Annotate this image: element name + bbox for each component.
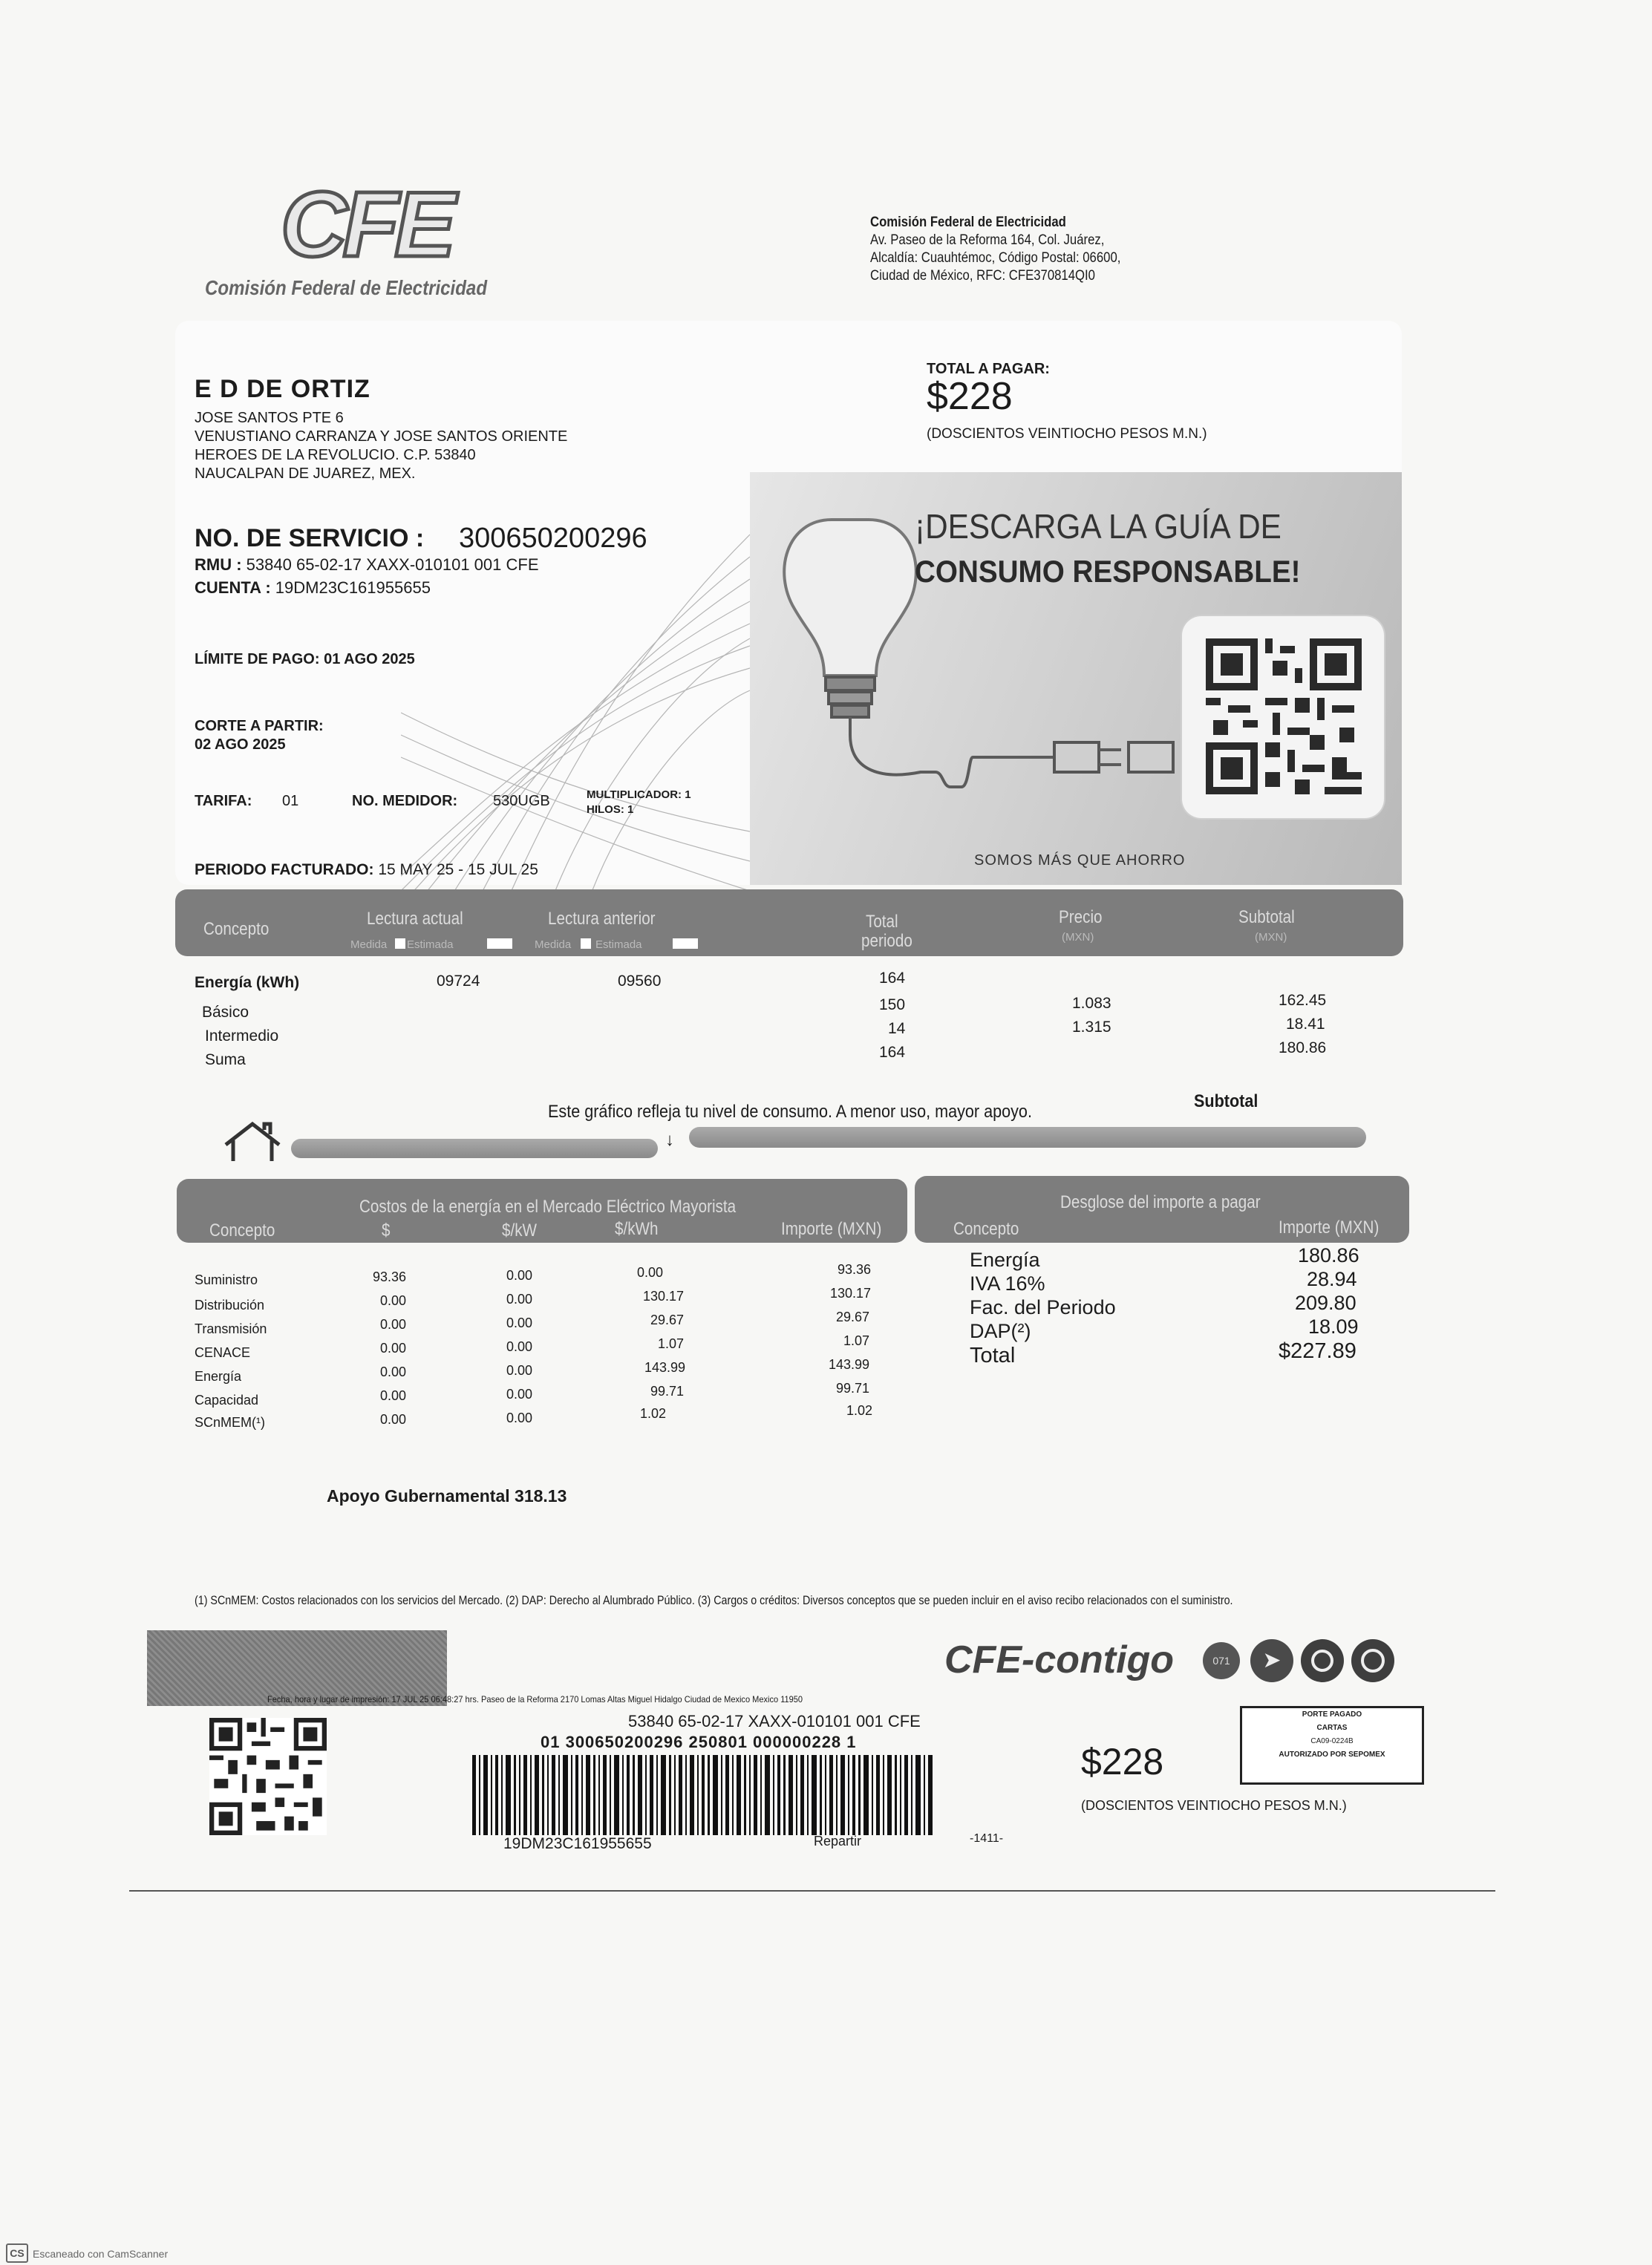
- costos-row-kwh: 1.07: [658, 1336, 685, 1351]
- costos-col-kw: $/kW: [502, 1220, 538, 1241]
- medida-checkbox: [395, 938, 405, 949]
- lectura-anterior-value: 09560: [618, 973, 662, 990]
- cuenta-value: 19DM23C161955655: [275, 578, 431, 597]
- energia-label: Energía (kWh): [195, 974, 300, 991]
- consumo-row-concepto: Intermedio: [205, 1027, 279, 1045]
- stub-code: -1411-: [970, 1832, 1004, 1845]
- costos-row-importe: 1.02: [846, 1403, 873, 1418]
- address-line: JOSE SANTOS PTE 6: [195, 410, 344, 426]
- costos-row-concepto: SCnMEM(¹): [195, 1415, 265, 1430]
- address-line: NAUCALPAN DE JUAREZ, MEX.: [195, 465, 416, 482]
- stub-repartir: Repartir: [814, 1834, 862, 1849]
- col-precio-unit: (MXN): [1062, 931, 1094, 944]
- total-words: (DOSCIENTOS VEINTIOCHO PESOS M.N.): [927, 426, 1207, 442]
- hilos-label: HILOS:: [587, 803, 624, 816]
- costos-row-pesos: 0.00: [380, 1341, 407, 1356]
- col-lectura-actual: Lectura actual: [367, 909, 463, 929]
- costos-row-importe: 1.07: [843, 1333, 870, 1348]
- costos-row-kwh: 29.67: [650, 1313, 685, 1327]
- col-subtotal: Subtotal: [1238, 907, 1295, 927]
- porte-pagado-stamp: [1240, 1706, 1424, 1785]
- col-lectura-anterior: Lectura anterior: [548, 909, 656, 929]
- consumo-gauge-arrow: ↓: [665, 1130, 674, 1150]
- costos-row-kw: 0.00: [506, 1411, 533, 1425]
- hilos: [587, 803, 633, 816]
- camscanner-logo: CS: [6, 2243, 28, 2263]
- costos-row-pesos: 93.36: [373, 1269, 407, 1284]
- desglose-row-importe: 28.94: [1307, 1268, 1357, 1290]
- apoyo-gubernamental: Apoyo Gubernamental 318.13: [327, 1486, 567, 1506]
- tarifa-value: 01: [282, 793, 299, 809]
- periodo-value: 15 MAY 25 - 15 JUL 25: [378, 861, 538, 878]
- consumo-gauge-right: [689, 1127, 1366, 1148]
- rmu-value: 53840 65-02-17 XAXX-010101 001 CFE: [246, 555, 539, 574]
- costos-col-pesos: $: [382, 1220, 391, 1241]
- rmu-label: RMU :: [195, 555, 242, 574]
- telegram-icon[interactable]: ➤: [1250, 1639, 1293, 1682]
- estimada-checkbox: [673, 938, 698, 949]
- cfe-logo-subtitle: Comisión Federal de Electricidad: [205, 276, 488, 299]
- desglose-table-header: [915, 1176, 1409, 1243]
- cut-line: [129, 1890, 1495, 1892]
- desglose-row-importe: 180.86: [1298, 1244, 1359, 1266]
- house-icon: [221, 1120, 284, 1164]
- promo-qr-code[interactable]: [1206, 638, 1362, 794]
- costos-col-concepto: Concepto: [209, 1220, 275, 1241]
- costos-row-importe: 29.67: [836, 1310, 870, 1324]
- costos-row-importe: 143.99: [829, 1357, 870, 1372]
- col-subtotal-unit: (MXN): [1255, 931, 1287, 944]
- limite-pago-label: LÍMITE DE PAGO:: [195, 651, 320, 667]
- medida-checkbox: [581, 938, 591, 949]
- costos-row-concepto: Transmisión: [195, 1321, 267, 1336]
- total-label: TOTAL A PAGAR:: [927, 361, 1050, 377]
- costos-row-concepto: Energía: [195, 1369, 242, 1384]
- consumo-row-concepto: Básico: [202, 1004, 249, 1021]
- stamp-line: CARTAS: [1316, 1724, 1348, 1732]
- whatsapp-icon[interactable]: [1351, 1639, 1394, 1682]
- costos-row-kw: 0.00: [506, 1292, 533, 1307]
- promo-headline: ¡DESCARGA LA GUÍA DE: [915, 507, 1282, 546]
- consumo-row-total: 150: [879, 996, 906, 1013]
- col-medida-label: Medida: [350, 938, 388, 951]
- customer-name: E D DE ORTIZ: [195, 375, 370, 403]
- grafico-subtotal-label: Subtotal: [1194, 1091, 1258, 1111]
- hilos-value: 1: [627, 803, 634, 816]
- costos-title: Costos de la energía en el Mercado Eléctrico Mayorista: [359, 1197, 737, 1217]
- camscanner-text: Escaneado con CamScanner: [33, 2248, 169, 2260]
- corte-value: 02 AGO 2025: [195, 736, 286, 753]
- stub-barcode-line: 01 300650200296 250801 000000228 1: [541, 1733, 857, 1751]
- consumo-row-subtotal: 180.86: [1279, 1039, 1327, 1056]
- lectura-actual-value: 09724: [437, 973, 480, 990]
- service-number: 300650200296: [459, 523, 647, 554]
- periodo-label: PERIODO FACTURADO:: [195, 861, 374, 878]
- costos-row-kw: 0.00: [506, 1268, 533, 1283]
- print-info: Fecha, hora y lugar de impresión: 17 JUL 25 06:48:27 hrs. Paseo de la Reforma 2170 Lomas Altas Miguel Hidalgo Ciudad de Mexico Mexico 11950: [267, 1694, 803, 1705]
- desglose-row-concepto: Energía: [970, 1249, 1040, 1271]
- promo-footer: SOMOS MÁS QUE AHORRO: [974, 852, 1186, 869]
- costos-row-kw: 0.00: [506, 1339, 533, 1354]
- multiplicador: [587, 788, 691, 801]
- estimada-checkbox: [487, 938, 512, 949]
- cfe-logo: CFE: [281, 174, 451, 276]
- consumo-gauge-left: [291, 1139, 658, 1158]
- multiplicador-value: 1: [685, 788, 691, 801]
- consumo-row-total: 14: [888, 1020, 906, 1037]
- col-total: Total: [866, 912, 898, 932]
- costos-row-importe: 99.71: [836, 1381, 870, 1396]
- consumo-table-header: [175, 889, 1403, 956]
- total-periodo-value: 164: [879, 970, 906, 987]
- limite-pago-value: 01 AGO 2025: [324, 651, 415, 667]
- costos-row-concepto: Suministro: [195, 1272, 258, 1287]
- corte-label: CORTE A PARTIR:: [195, 718, 324, 734]
- desglose-row-concepto: DAP(²): [970, 1320, 1031, 1342]
- costos-row-kw: 0.00: [506, 1363, 533, 1378]
- costos-row-importe: 130.17: [830, 1286, 872, 1301]
- consumo-row-subtotal: 18.41: [1286, 1016, 1325, 1033]
- desglose-row-importe: 18.09: [1308, 1315, 1359, 1338]
- costos-row-kwh: 143.99: [644, 1360, 686, 1375]
- stub-amount-words: (DOSCIENTOS VEINTIOCHO PESOS M.N.): [1081, 1798, 1347, 1813]
- col-medida-label: Medida: [535, 938, 572, 951]
- issuer-line: Comisión Federal de Electricidad: [870, 215, 1066, 230]
- costos-row-concepto: Capacidad: [195, 1393, 259, 1408]
- costos-row-kwh: 1.02: [640, 1406, 667, 1421]
- stub-rmu: 53840 65-02-17 XAXX-010101 001 CFE: [628, 1712, 921, 1730]
- stub-cuenta: 19DM23C161955655: [503, 1835, 652, 1852]
- grafico-text: Este gráfico refleja tu nivel de consumo. A menor uso, mayor apoyo.: [548, 1102, 1032, 1122]
- address-line: HEROES DE LA REVOLUCIO. C.P. 53840: [195, 447, 476, 463]
- total-amount: $228: [927, 375, 1013, 418]
- col-estimada-label: Estimada: [595, 938, 642, 951]
- address-line: VENUSTIANO CARRANZA Y JOSE SANTOS ORIENTE: [195, 428, 568, 445]
- costos-row-concepto: Distribución: [195, 1298, 265, 1313]
- desglose-row-concepto: IVA 16%: [970, 1272, 1045, 1295]
- issuer-line: Ciudad de México, RFC: CFE370814QI0: [870, 268, 1095, 284]
- stamp-line: AUTORIZADO POR SEPOMEX: [1279, 1751, 1385, 1759]
- promo-headline-bold: CONSUMO RESPONSABLE!: [915, 554, 1301, 589]
- issuer-line: Av. Paseo de la Reforma 164, Col. Juárez,: [870, 232, 1105, 248]
- costos-row-pesos: 0.00: [380, 1317, 407, 1332]
- col-precio: Precio: [1059, 907, 1103, 927]
- desglose-col-importe: Importe (MXN): [1279, 1218, 1380, 1238]
- costos-row-importe: 93.36: [838, 1262, 872, 1277]
- medidor-value: 530UGB: [493, 793, 550, 809]
- cuenta-label: CUENTA :: [195, 578, 271, 597]
- customer-address: [195, 409, 567, 483]
- issuer-address: [870, 214, 1120, 285]
- service-number-label: NO. DE SERVICIO :: [195, 524, 425, 552]
- medidor-label: NO. MEDIDOR:: [352, 793, 458, 809]
- costos-row-pesos: 0.00: [380, 1293, 407, 1308]
- limite-pago: [195, 651, 415, 668]
- consumo-row-concepto: Suma: [205, 1051, 246, 1068]
- costos-row-concepto: CENACE: [195, 1345, 251, 1360]
- messenger-icon[interactable]: [1301, 1639, 1344, 1682]
- costos-row-pesos: 0.00: [380, 1388, 407, 1403]
- stub-amount: $228: [1081, 1741, 1164, 1782]
- costos-row-kw: 0.00: [506, 1387, 533, 1402]
- desglose-row-concepto: Fac. del Periodo: [970, 1296, 1116, 1318]
- costos-row-kwh: 0.00: [637, 1265, 664, 1280]
- desglose-col-concepto: Concepto: [953, 1219, 1019, 1239]
- costos-row-pesos: 0.00: [380, 1412, 407, 1427]
- costos-row-pesos: 0.00: [380, 1364, 407, 1379]
- costos-col-importe: Importe (MXN): [781, 1219, 882, 1239]
- col-estimada-label: Estimada: [407, 938, 454, 951]
- costos-row-kwh: 99.71: [650, 1384, 685, 1399]
- consumo-row-precio: 1.315: [1072, 1019, 1111, 1036]
- col-concepto: Concepto: [203, 919, 270, 939]
- multiplicador-label: MULTIPLICADOR:: [587, 788, 682, 801]
- costos-table-header: [177, 1179, 907, 1243]
- phone-071-icon[interactable]: 071: [1203, 1642, 1240, 1679]
- consumo-row-subtotal: 162.45: [1279, 992, 1327, 1009]
- footnote: (1) SCnMEM: Costos relacionados con los servicios del Mercado. (2) DAP: Derecho al Alumbrado Público. (3) Cargos o créditos: Diversos conceptos que se pueden incluir en el aviso recibo relacionados con el suministro.: [195, 1593, 1233, 1607]
- periodo-facturado: [195, 861, 538, 879]
- issuer-line: Alcaldía: Cuauhtémoc, Código Postal: 06600,: [870, 250, 1121, 266]
- costos-row-kw: 0.00: [506, 1315, 533, 1330]
- desglose-title: Desglose del importe a pagar: [1060, 1192, 1261, 1212]
- cfe-contigo-logo: CFE-contigo: [944, 1638, 1175, 1681]
- tarifa-label: TARIFA:: [195, 793, 252, 809]
- col-periodo: periodo: [861, 931, 912, 951]
- rmu-row: [195, 555, 539, 575]
- payment-barcode: [472, 1755, 933, 1835]
- costos-row-kwh: 130.17: [643, 1289, 685, 1304]
- costos-col-kwh: $/kWh: [615, 1219, 659, 1239]
- stub-qr-code[interactable]: [209, 1718, 327, 1835]
- desglose-row-concepto: Total: [970, 1344, 1016, 1367]
- consumo-row-total: 164: [879, 1044, 906, 1061]
- consumo-row-precio: 1.083: [1072, 995, 1111, 1012]
- desglose-row-importe: 209.80: [1295, 1292, 1356, 1314]
- cuenta-row: [195, 578, 431, 598]
- stamp-line: PORTE PAGADO: [1302, 1710, 1362, 1719]
- desglose-total: $227.89: [1279, 1339, 1356, 1363]
- stamp-line: CA09-0224B: [1310, 1737, 1354, 1745]
